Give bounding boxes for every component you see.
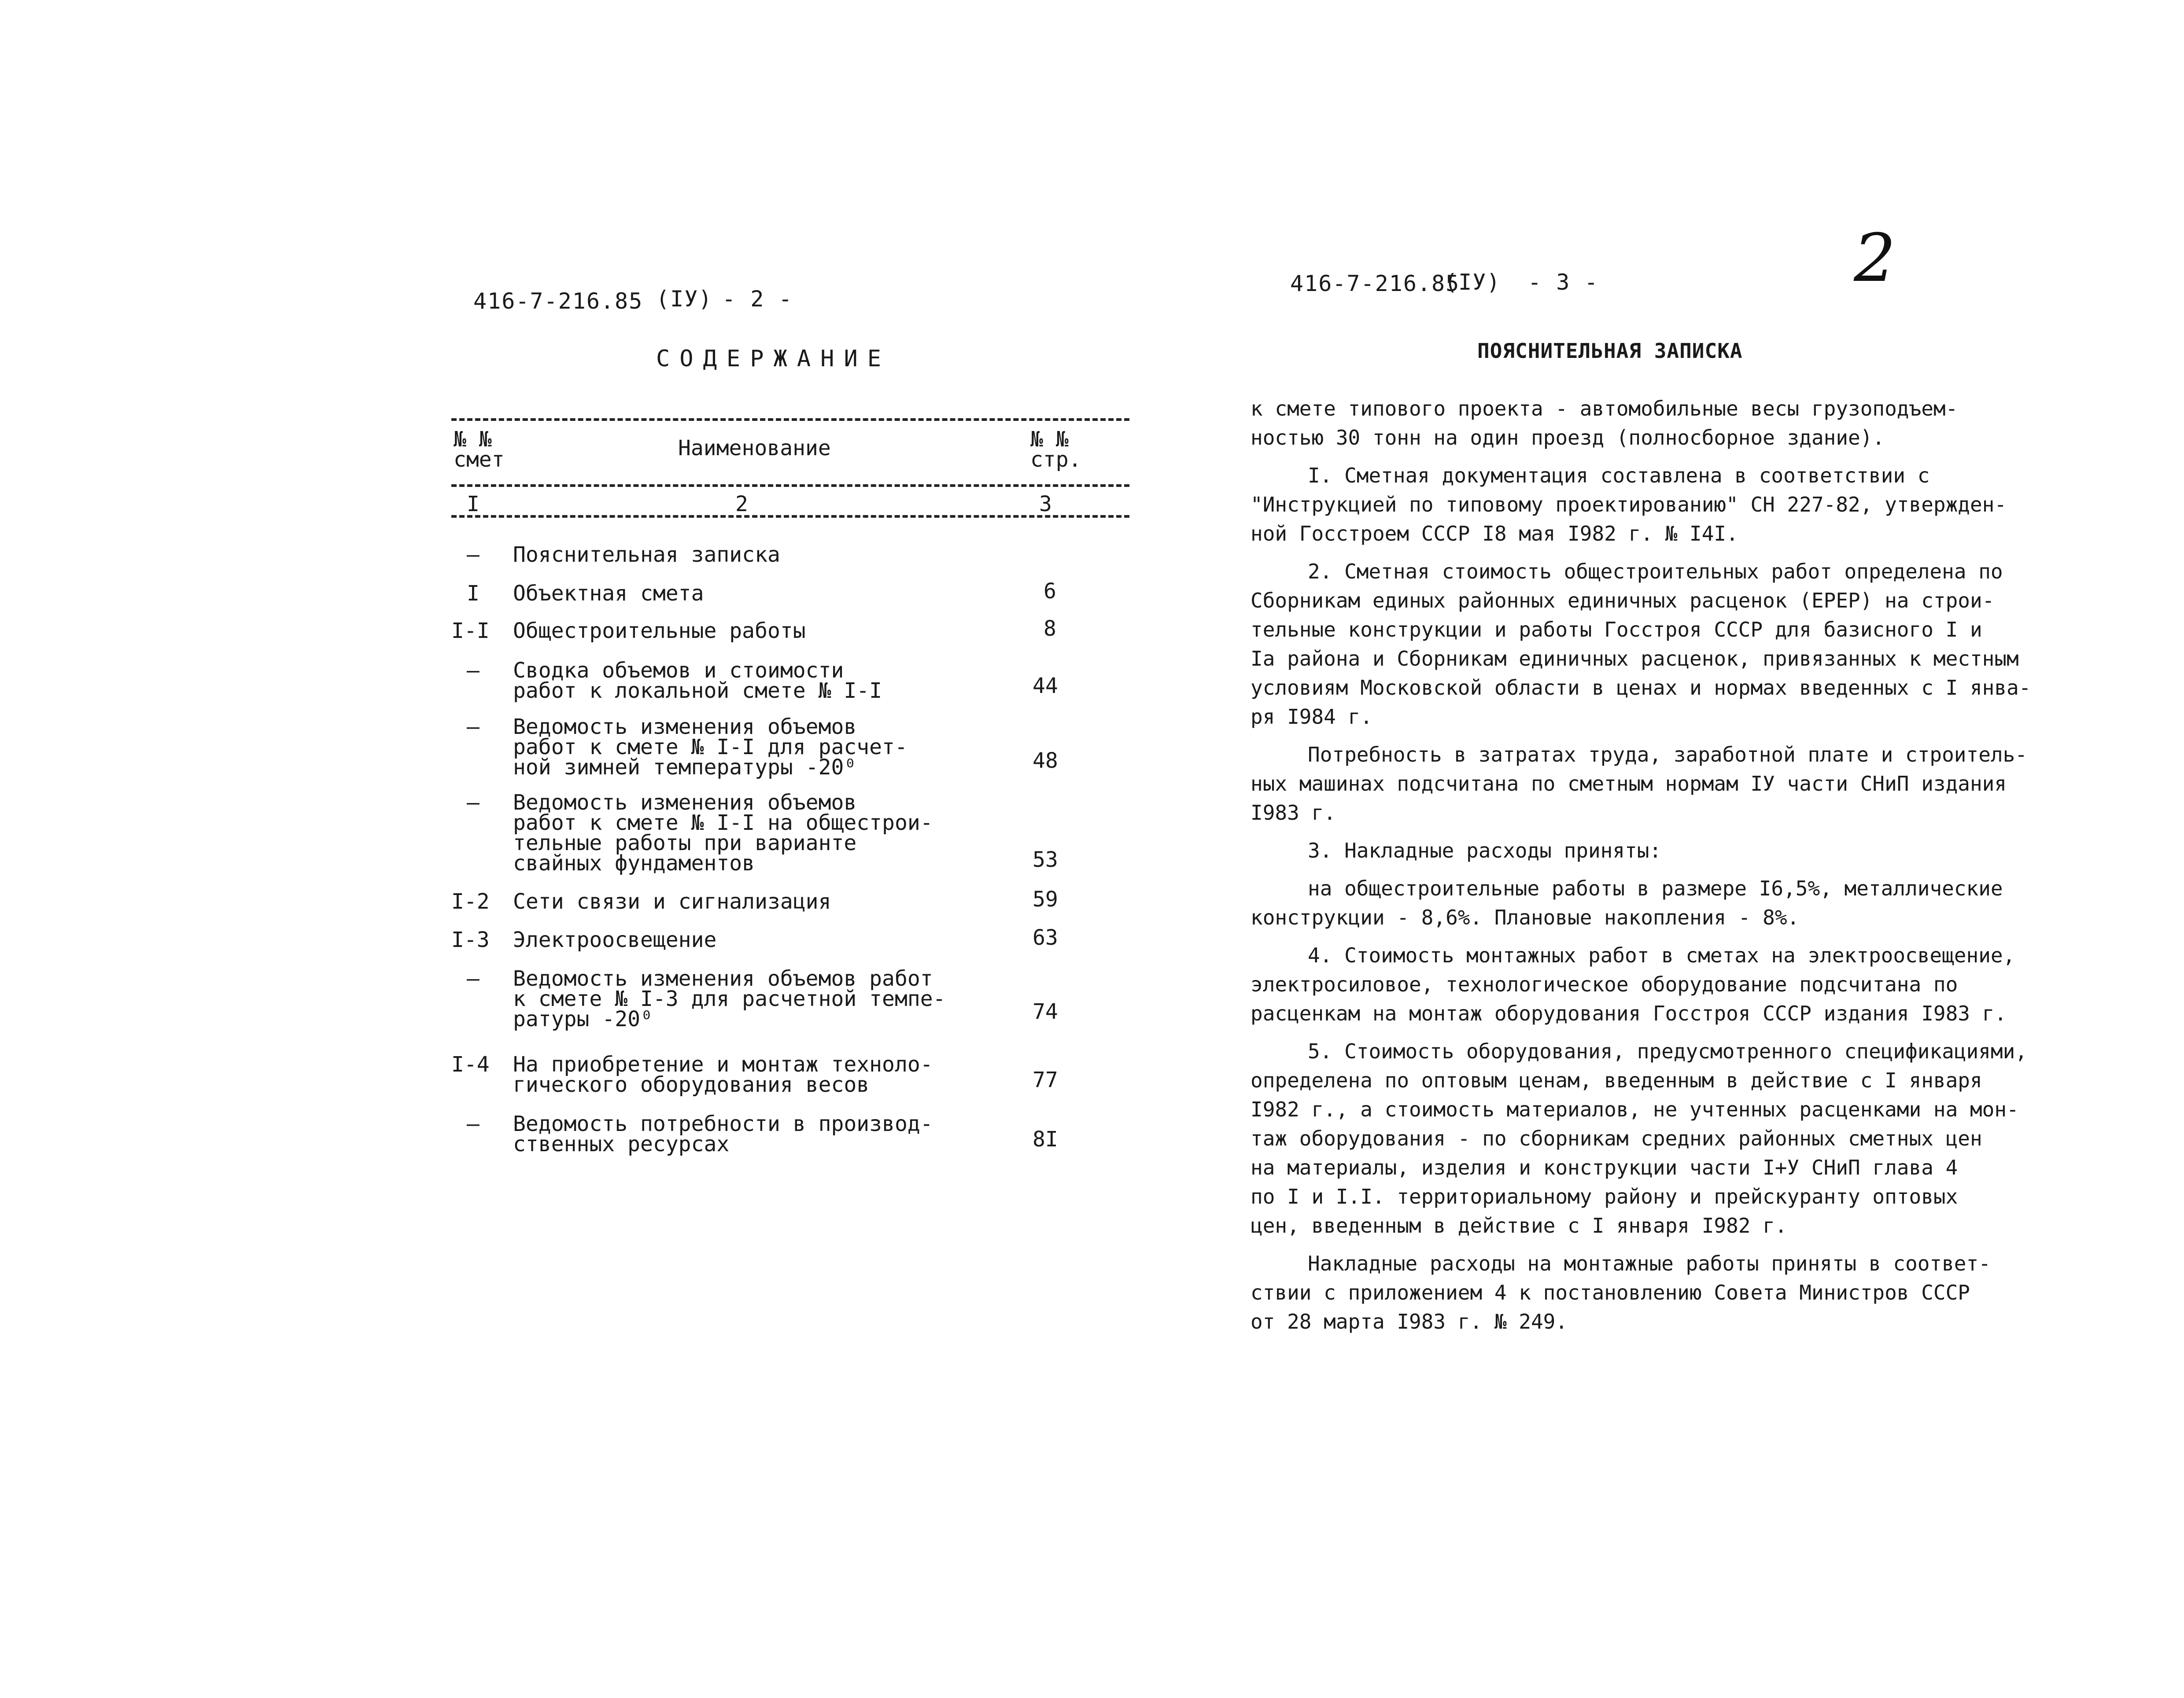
entry-title: Сети связи и сигнализация xyxy=(513,889,831,914)
entry-number: – xyxy=(467,966,480,991)
entry-title: Пояснительная записка xyxy=(513,542,780,567)
entry-page: 59 xyxy=(1033,887,1058,912)
entry-number: I-4 xyxy=(451,1052,490,1077)
right-page-number: - 3 - xyxy=(1528,269,1599,295)
entry-title: Объектная смета xyxy=(513,581,704,606)
entry-page: 63 xyxy=(1033,925,1058,950)
entry-number: I-2 xyxy=(451,889,490,914)
left-doc-code: 416-7-216.85 xyxy=(473,288,643,314)
entry-title: Сводка объемов и стоимости работ к локальной смете № I-I xyxy=(513,658,882,703)
entry-title: Ведомость изменения объемов работ к смете № I-3 для расчетной темпе- ратуры -20⁰ xyxy=(513,966,946,1031)
header-bottom-divider xyxy=(451,515,1129,518)
entry-title: Ведомость изменения объемов работ к смете № I-I на общестрои- тельные работы при варианте свайных фундаментов xyxy=(513,790,933,876)
entry-number: – xyxy=(467,542,480,567)
col-name-header: Наименование xyxy=(678,436,831,460)
entry-number: I xyxy=(467,581,480,606)
header-mid-divider xyxy=(451,484,1129,487)
entry-title: На приобретение и монтаж техноло- гического оборудования весов xyxy=(513,1052,933,1097)
col-page-num-header: № № стр. xyxy=(1030,427,1081,472)
right-doc-code: 416-7-216.85 xyxy=(1290,271,1460,296)
entry-page: 8 xyxy=(1044,616,1056,641)
entry-number: – xyxy=(467,1112,480,1136)
left-volume: (IУ) xyxy=(656,286,713,312)
entry-number: – xyxy=(467,790,480,815)
entry-page: 8I xyxy=(1033,1127,1058,1152)
entry-number: – xyxy=(467,715,480,739)
entry-number: – xyxy=(467,658,480,683)
col-number-3: 3 xyxy=(1039,492,1052,516)
entry-page: 44 xyxy=(1033,674,1058,698)
entry-page: 74 xyxy=(1033,999,1058,1024)
header-top-divider xyxy=(451,418,1129,421)
left-page-number: - 2 - xyxy=(722,286,793,312)
entry-page: 48 xyxy=(1033,748,1058,773)
entry-number: I-I xyxy=(451,619,490,643)
entry-title: Общестроительные работы xyxy=(513,619,806,643)
explanatory-note-title: ПОЯСНИТЕЛЬНАЯ ЗАПИСКА xyxy=(1477,339,1743,363)
col-number-2: 2 xyxy=(735,492,748,516)
toc-title: СОДЕРЖАНИЕ xyxy=(656,346,891,372)
entry-title: Электроосвещение xyxy=(513,928,717,952)
entry-page: 6 xyxy=(1044,579,1056,604)
col-number-1: I xyxy=(467,492,480,516)
col-estimate-num-header: № № смет xyxy=(454,427,505,472)
entry-number: I-3 xyxy=(451,928,490,952)
handwritten-page-number: 2 xyxy=(1854,220,1896,297)
right-volume: (IУ) xyxy=(1444,269,1501,295)
entry-title: Ведомость потребности в производ- ственных ресурсах xyxy=(513,1112,933,1157)
explanatory-note-body: к смете типового проекта - автомобильные весы грузоподъем- ностью 30 тонн на один проезд (полносборное здание). I. Сметная документация составлена в соответствии с "Инструкцией по типовому проектированию" СН 227-82, утвержден- ной Госстроем СССР I8 мая I982 г. № I4I. 2. Сметная стоимость общестроительных работ определена по Сборникам единых районных единичных расценок (ЕРЕР) на строи- тельные конструкции и работы Госстроя СССР для базисного I и Iа района и Сборникам единичных расценок, привязанных к местным условиям Московской области в ценах и нормах введенных с I янва- ря I984 г. Потребность в затратах труда, заработной плате и строитель- ных машинах подсчитана по сметным нормам IУ части СНиП издания I983 г. 3. Накладные расходы приняты: на общестроительные работы в размере I6,5%, металлические конструкции - 8,6%. Плановые накопления - 8%. 4. Стоимость монтажных работ в сметах на электроосвещение, электросиловое, технологическое оборудование подсчитана по расценкам на монтаж оборудования Госстроя СССР издания I983 г. 5. Стоимость оборудования, предусмотренного спецификациями, определена по оптовым ценам, введенным в действие с I января I982 г., а стоимость материалов, не учтенных расценками на мон- таж оборудования - по сборникам средних районных сметных цен на материалы, изделия и конструкции части I+У СНиП глава 4 по I и I.I. территориальному району и прейскуранту оптовых цен, введенным в действие с I января I982 г. Накладные расходы на монтажные работы приняты в соответ- ствии с приложением 4 к постановлению Совета Министров СССР от 28 марта I983 г. № 249. xyxy=(1251,397,2031,1333)
entry-page: 77 xyxy=(1033,1068,1058,1092)
entry-title: Ведомость изменения объемов работ к смете № I-I для расчет- ной зимней температуры -20⁰ xyxy=(513,715,908,780)
entry-page: 53 xyxy=(1033,847,1058,872)
